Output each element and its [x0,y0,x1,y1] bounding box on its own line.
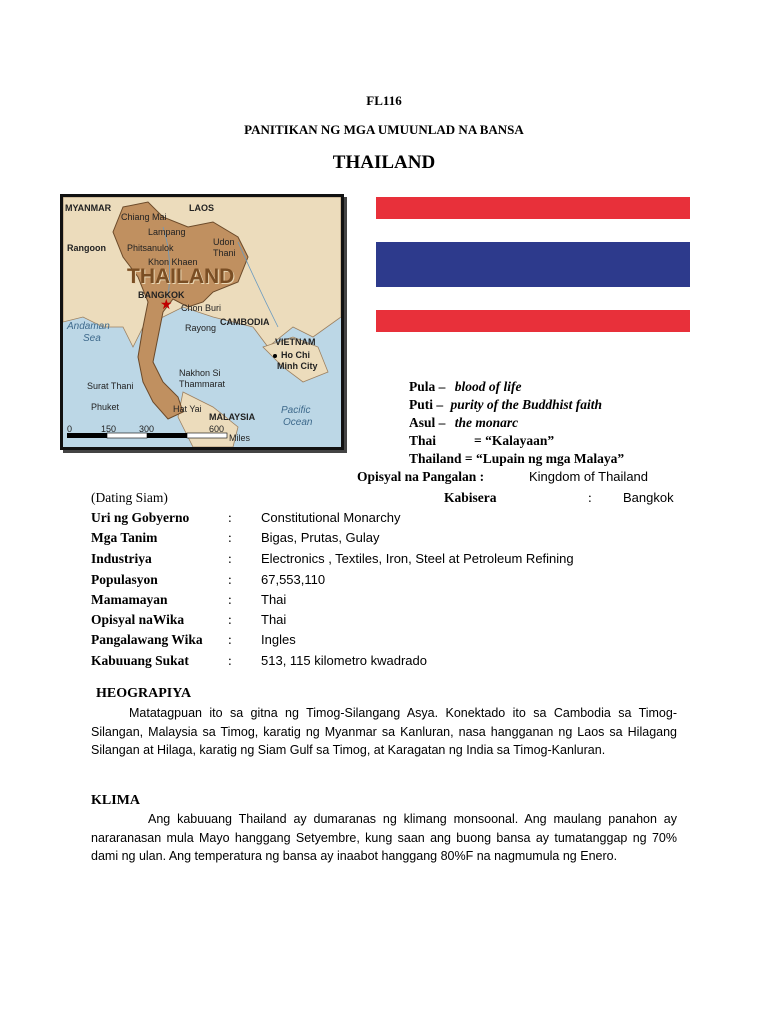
info-row-label: Mga Tanim [91,530,158,545]
legend-asul-label: Asul – [409,415,446,430]
info-row-value: Constitutional Monarchy [261,510,401,525]
info-row-colon: : [228,632,232,647]
info-row [0,612,768,632]
scale-label-300: 300 [139,424,155,434]
legend-puti [409,397,602,413]
map-label-malaysia: MALAYSIA [209,412,256,422]
heograpiya-heading: HEOGRAPIYA [96,686,192,701]
map-label-chiang-mai: Chiang Mai [121,212,167,222]
info-row-value: 67,553,110 [261,572,326,587]
legend-puti-value: purity of the Buddhist faith [450,397,603,412]
info-row-colon: : [228,551,232,566]
info-row-value: Ingles [261,632,296,647]
klima-paragraph: Ang kabuuang Thailand ay dumaranas ng klimang monsoonal. Ang maulang panahon ay nararanasan mula Mayo hanggang Setyembre, kung saan ang buong bansa ay tumatanggap ng 70% dami ng ulan. Ang temperatura ng bansa ay inaabot hanggang 80%F na nagmumula ng Enero. [91,812,677,863]
map-label-udon: Udon [213,237,235,247]
map-label-surat-thani: Surat Thani [87,381,134,391]
map-label-bangkok: BANGKOK [138,290,185,300]
info-row-colon: : [228,592,232,607]
info-row-colon: : [228,510,232,525]
legend-thai [409,433,555,449]
info-row-label: Populasyon [91,572,158,587]
legend-thai-label: Thai [409,433,437,448]
flag-stripe-white-bottom [376,287,690,310]
map-label-minh-city: Minh City [277,361,318,371]
capital-value: Bangkok [623,490,674,505]
map-label-andaman: Andaman [67,321,110,332]
map-label-phuket: Phuket [91,402,120,412]
city-dot-ho-chi-minh [273,354,277,358]
map-label-rayong: Rayong [185,323,217,333]
capital-colon: : [588,490,592,505]
map-label-vietnam: VIETNAM [275,337,316,347]
scale-label-miles: Miles [229,433,251,443]
info-row-value: 513, 115 kilometro kwadrado [261,653,427,668]
document-code: FL116 [366,93,402,108]
info-row-label: Pangalawang Wika [91,632,203,647]
info-row-label: Mamamayan [91,592,168,607]
thailand-flag [376,197,690,332]
map-label-cambodia: CAMBODIA [220,317,270,327]
info-row [0,572,768,592]
capital-label: Kabisera [444,490,497,505]
klima-heading: KLIMA [91,793,140,808]
legend-pula-label: Pula – [409,379,446,394]
info-row [0,653,768,673]
legend-puti-label: Puti – [409,397,444,412]
info-row [0,592,768,612]
info-row-value: Bigas, Prutas, Gulay [261,530,380,545]
map-label-country: THAILAND [127,265,235,288]
capital-star-icon: ★ [160,298,173,313]
map-label-rangoon: Rangoon [67,243,106,253]
legend-asul [409,415,518,431]
map-label-lampang: Lampang [148,227,186,237]
legend-thailand: Thailand = “Lupain ng mga Malaya” [409,451,625,466]
map-label-thani: Thani [213,248,236,258]
scale-label-600: 600 [209,424,225,434]
info-row-label: Uri ng Gobyerno [91,510,190,525]
heograpiya-paragraph: Matatagpuan ito sa gitna ng Timog-Silangang Asya. Konektado ito sa Cambodia sa Timog-Silangan, Malaysia sa Timog, karatig ng Myanmar sa Kanluran, nasa hangganan ng Laos sa Hilagang Silangan at Hilaga, karatig ng Siam Gulf sa Timog, at Karagatan ng India sa Timog-Kanluran. [91,706,677,757]
map-label-chon-buri: Chon Buri [181,303,222,313]
info-row [0,510,768,530]
info-row-colon: : [228,612,232,627]
thailand-map [60,194,344,450]
flag-stripe-white-top [376,219,690,242]
map-label-phitsanulok: Phitsanulok [127,243,174,253]
map-label-khon-kaen: Khon Khaen [148,257,198,267]
map-label-ho-chi: Ho Chi [281,350,310,360]
info-row-value: Thai [261,612,287,627]
official-name-label: Opisyal na Pangalan : [357,469,485,484]
info-row-label: Kabuuang Sukat [91,653,189,668]
info-row-label: Industriya [91,551,152,566]
map-label-thammarat: Thammarat [179,379,226,389]
legend-pula [409,379,522,395]
legend-thai-value: = “Kalayaan” [474,433,555,448]
map-label-hat-yai: Hat Yai [173,404,202,414]
flag-stripe-red-bottom [376,310,690,332]
map-label-ocean: Ocean [283,417,313,428]
document-title: THAILAND [332,152,436,173]
map-label-nakhon-si: Nakhon Si [179,368,221,378]
info-row [0,551,768,571]
info-row-value: Thai [261,592,287,607]
info-row-label: Opisyal naWika [91,612,185,627]
official-name-value: Kingdom of Thailand [529,469,649,484]
dating-siam: (Dating Siam) [91,490,168,505]
map-label-sea: Sea [83,333,101,344]
map-label-pacific: Pacific [281,405,311,416]
legend-asul-value: the monarc [454,415,519,430]
info-row [0,632,768,652]
scale-label-0: 0 [67,424,73,434]
legend-pula-value: blood of life [454,379,522,394]
scale-label-150: 150 [101,424,117,434]
flag-stripe-blue [376,242,690,287]
info-row-colon: : [228,530,232,545]
info-row [0,530,768,550]
map-label-laos: LAOS [189,203,215,213]
info-row-colon: : [228,572,232,587]
document-subtitle: PANITIKAN NG MGA UMUUNLAD NA BANSA [244,122,524,137]
flag-stripe-red-top [376,197,690,219]
map-label-myanmar: MYANMAR [65,203,112,213]
info-row-value: Electronics , Textiles, Iron, Steel at Petroleum Refining [261,551,574,566]
info-row-colon: : [228,653,232,668]
